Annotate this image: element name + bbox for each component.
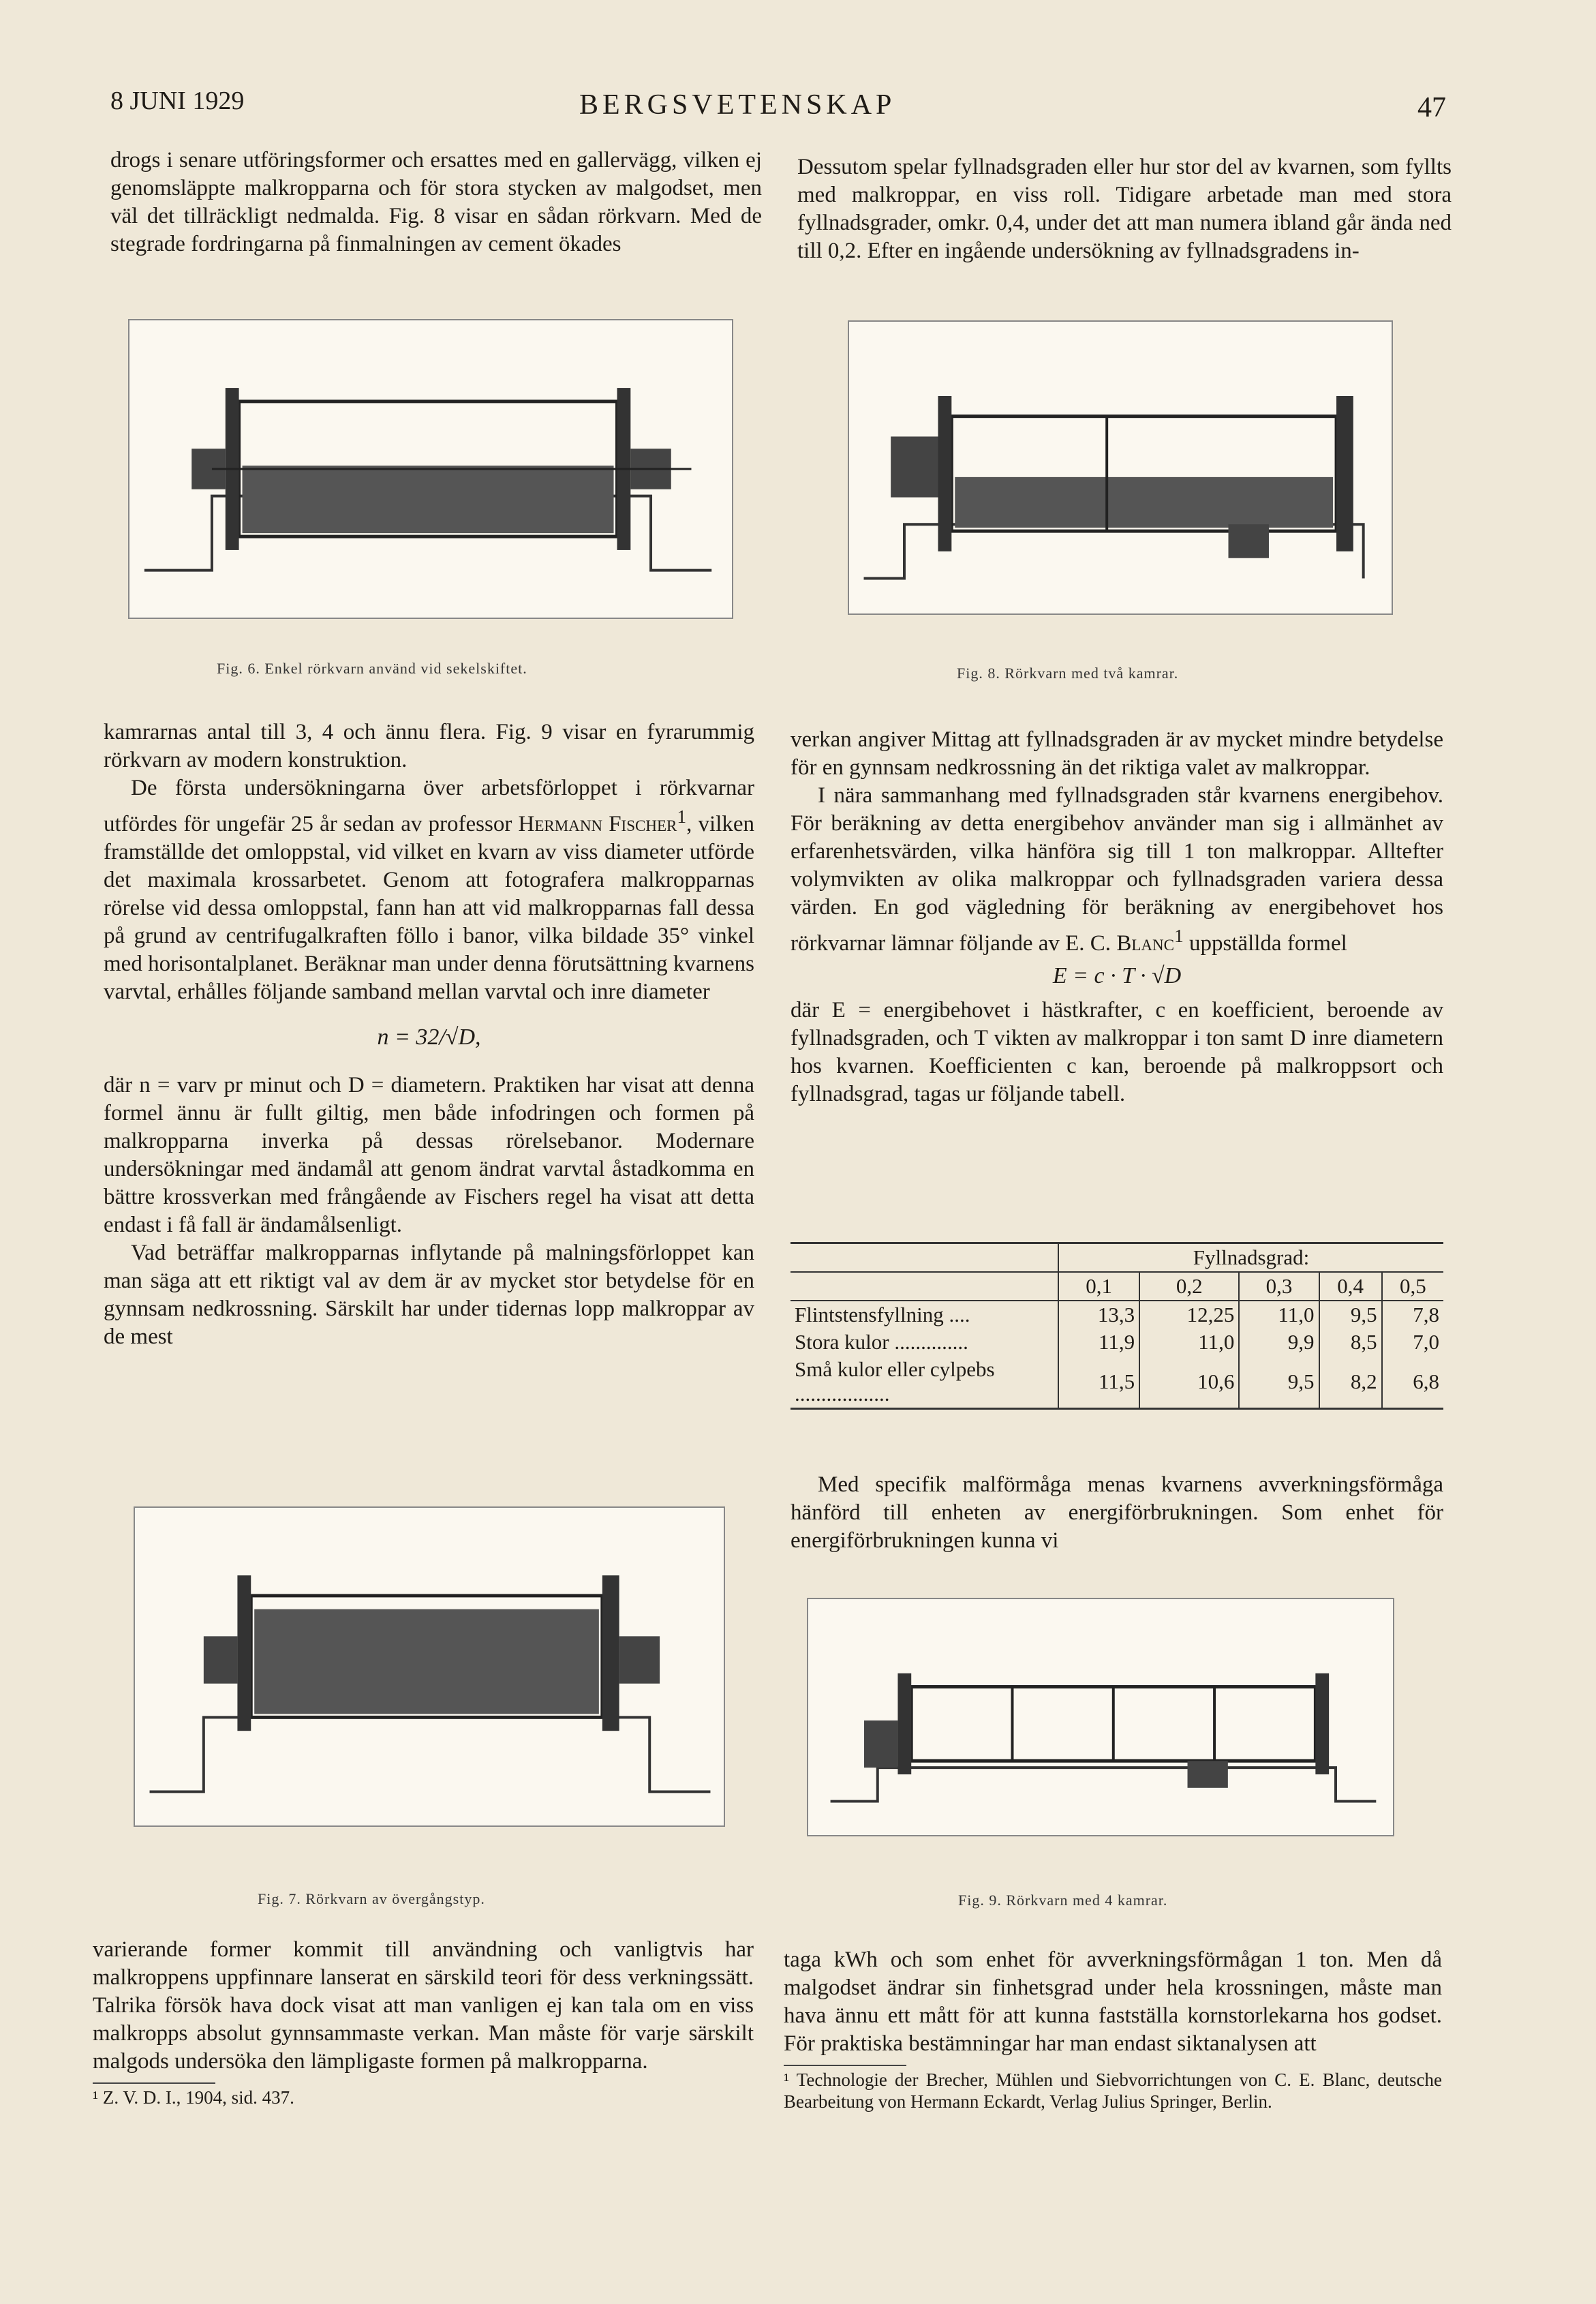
paragraph: Vad beträffar malkropparnas inflytande på malningsförloppet kan man säga att ett riktigt val av dem är av mycket stor betydelse för en gynnsam nedkrossning. Särskilt har under tidernas lopp malkroppar av de mest (104, 1241, 754, 1349)
paragraph: varierande former kommit till användning och vanligtvis har malkroppens uppfinnare lanserat en särskild teori för dess verkningssätt. Talrika försök hava dock visat att man vanligen ej kan tala om en viss malkropps absolut gynnsammaste verkan. Man måste för varje särskilt malgods undersöka den lämpligaste formen på malkropparna. (93, 1937, 754, 2074)
paragraph: Med specifik malförmåga menas kvarnens avverkningsförmåga hänförd till enheten av energiförbrukningen. Som enhet för energiförbrukningen kunna vi (791, 1472, 1443, 1553)
figure-9-caption: Fig. 9. Rörkvarn med 4 kamrar. (958, 1892, 1168, 1909)
footnote-ref: 1 (677, 806, 687, 827)
middle-left-text (104, 718, 754, 1351)
paragraph: De första undersökningarna över arbetsförloppet i rörkvarnar utfördes för ungefär 25 år sedan av professor Hermann Fischer$^1$, vilken framställde det omloppstal, vid vilket en kvarn av viss diameter utförde det maximala krossarbetet. Genom att fotografera malkropparnas rörelse vid dessa omloppstal, fann han att vid malkropparnas fall dessa på grund av centrifugalkraften föllo i banor, vilka bildade 35° vinkel med horisontalplanet. Beräknar man under denna förutsättning kvarnens varvtal, erhålles följande samband mellan varvtal och inre diameter (104, 776, 755, 1004)
page-number: 47 (1417, 92, 1446, 123)
author-name: Hermann Fischer (518, 812, 677, 836)
energy-formula: E = c · T · √D (1052, 963, 1182, 988)
tube-mill-drawing (129, 320, 732, 618)
paragraph: Dessutom spelar fyllnadsgraden eller hur stor del av kvarnen, som fyllts med malkroppar, en viss roll. Tidigare arbetade man med stora fyllnadsgrader, omkr. 0,4, under det att man numera ibland går ända ned till 0,2. Efter en ingående undersökning av fyllnadsgradens in- (797, 155, 1452, 263)
column-header: 0,3 (1239, 1272, 1319, 1301)
paragraph: verkan angiver Mittag att fyllnadsgraden är av mycket mindre betydelse för en gynnsam nedkrossning än det riktiga valet av malkroppar. (791, 727, 1443, 780)
footnote-divider (784, 2065, 906, 2066)
column-header: 0,4 (1319, 1272, 1382, 1301)
row-label: Flintstensfyllning .... (795, 1303, 970, 1327)
two-chamber-mill-drawing (849, 322, 1392, 613)
four-chamber-mill-drawing (808, 1599, 1393, 1835)
rpm-formula: n = 32/√D, (377, 1025, 481, 1050)
footnote-ref: 1 (1173, 925, 1184, 946)
middle-right-text (791, 726, 1443, 1108)
paragraph: kamrarnas antal till 3, 4 och ännu flera. Fig. 9 visar en fyrarummig rörkvarn av modern konstruktion. (104, 720, 754, 772)
figure-9-image (807, 1598, 1394, 1836)
paragraph: där E = energibehovet i hästkrafter, c en koefficient, beroende av fyllnadsgraden, och T vikten av malkroppar i ton samt D inre diametern hos kvarnen. Koefficienten c kan, beroende på malkroppsort och fyllnadsgrad, tagas ur följande tabell. (791, 998, 1443, 1106)
coefficient-table (791, 1242, 1443, 1410)
table-row: Små kulor eller cylpebs .................. 11,5 10,6 9,5 8,2 6,8 (791, 1356, 1443, 1408)
paragraph: drogs i senare utföringsformer och ersattes med en gallervägg, vilken ej genomsläppte malkropparna och för stora stycken av malgodset, men väl det tillräckligt nedmalda. Fig. 8 visar en sådan rörkvarn. Med de stegrade fordringarna på finmalningen av cement ökades (110, 148, 762, 256)
table (791, 1244, 1443, 1408)
figure-6-caption: Fig. 6. Enkel rörkvarn använd vid sekelskiftet. (217, 660, 527, 677)
table-row: Stora kulor .............. 11,9 11,0 9,9 8,5 7,0 (791, 1329, 1443, 1356)
figure-7-caption: Fig. 7. Rörkvarn av övergångstyp. (258, 1890, 485, 1907)
footnote: ¹ Z. V. D. I., 1904, sid. 437. (93, 2087, 294, 2108)
page-date: 8 JUNI 1929 (110, 87, 245, 115)
figure-6-image (128, 319, 733, 619)
journal-title: BERGSVETENSKAP (579, 89, 896, 121)
transition-mill-drawing (135, 1508, 724, 1825)
footnote: ¹ Technologie der Brecher, Mühlen und Siebvorrichtungen von C. E. Blanc, deutsche Bearbeitung von Hermann Eckardt, Verlag Julius Springer, Berlin. (784, 2070, 1442, 2112)
row-label: Stora kulor .............. (795, 1330, 968, 1354)
bottom-right-text (784, 1946, 1442, 2112)
specific-capacity-text (791, 1471, 1443, 1555)
footnote-divider (93, 2082, 215, 2084)
bottom-left-text (93, 1936, 754, 2108)
column-header: 0,2 (1139, 1272, 1239, 1301)
row-label: Små kulor eller cylpebs .................. (795, 1357, 995, 1406)
paragraph: där n = varv pr minut och D = diametern. Praktiken har visat att denna formel ännu är fullt giltig, men både infodringen och formen på malkropparna inverka på dessas rörelsebanor. Modernare undersökningar med ändamål att genom ändrat varvtal åstadkomma en bättre krossverkan med frångående av Fischers regel ha visat att detta endast i få fall är ändamålsenligt. (104, 1073, 754, 1237)
paragraph: taga kWh och som enhet för avverkningsförmågan 1 ton. Men då malgodset ändrar sin finhetsgrad under hela krossningen, måste man hava ännu ett mått för att kunna fastställa kornstorlekarna hos godset. För praktiska bestämningar har man endast siktanalysen att (784, 1947, 1442, 2056)
figure-8-caption: Fig. 8. Rörkvarn med två kamrar. (957, 665, 1179, 682)
table-row: Flintstensfyllning .... 13,3 12,25 11,0 9,5 7,8 (791, 1301, 1443, 1329)
figure-8-image (848, 320, 1393, 615)
table-title: Fyllnadsgrad: (1058, 1244, 1443, 1272)
top-right-text (797, 153, 1452, 265)
figure-7-image (134, 1506, 725, 1827)
column-header: 0,5 (1382, 1272, 1443, 1301)
column-header: 0,1 (1058, 1272, 1139, 1301)
paragraph: I nära sammanhang med fyllnadsgraden står kvarnens energibehov. För beräkning av detta energibehov använder man sig i allmänhet av erfarenhetsvärden, vilka hänföra sig till 1 ton malkroppar. Alltefter volymvikten av olika malkroppar och fyllnadsgraden variera dessa värden. En god vägledning för beräkning av energibehovet hos rörkvarnar lämnar följande av E. C. Blanc$^1$ uppställda formel (791, 783, 1443, 956)
author-name: Blanc (1116, 931, 1174, 956)
top-left-text (110, 147, 762, 258)
